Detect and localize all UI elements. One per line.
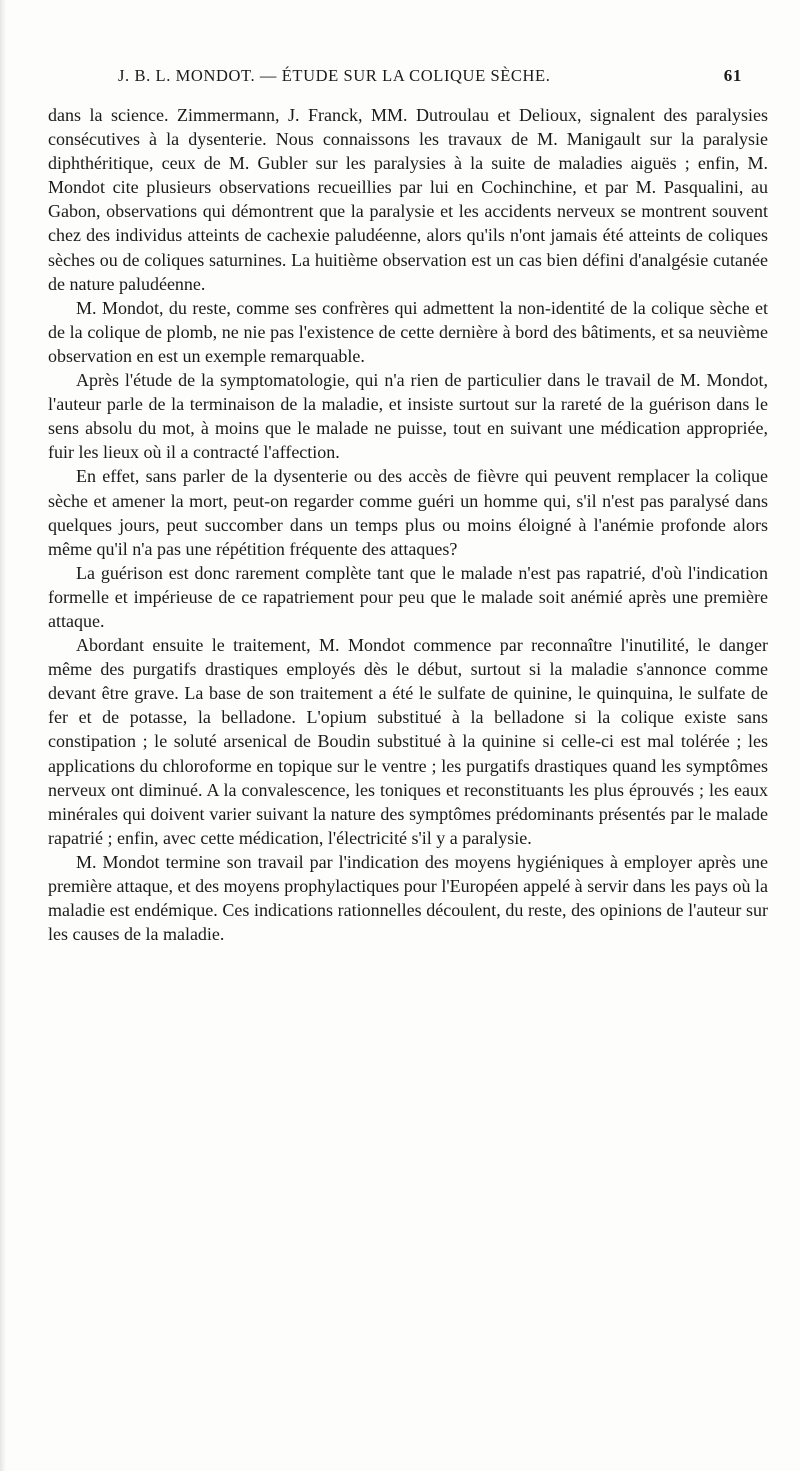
paragraph-7: M. Mondot termine son travail par l'indication des moyens hygiéniques à employer après une première attaque, et des moyens prophylactiques pour l'Européen appelé à servir dans les pays où la maladie est endémique. Ces indications rationnelles découlent, du reste, des opinions de l'auteur sur les causes de la maladie. [48, 851, 768, 945]
paragraph-5: La guérison est donc rarement complète tant que le malade n'est pas rapatrié, d'où l'indication formelle et impérieuse de ce rapatriement pour peu que le malade soit anémié après une première attaque. [48, 562, 768, 631]
paragraph-4: En effet, sans parler de la dysenterie ou des accès de fièvre qui peuvent remplacer la colique sèche et amener la mort, peut-on regarder comme guéri un homme qui, s'il n'est pas paralysé dans quelques jours, peut succomber dans un temps plus ou moins éloigné à l'anémie profonde alors même qu'il n'a pas une répétition fréquente des attaques? [48, 466, 768, 559]
paragraph-6: Abordant ensuite le traitement, M. Mondot commence par reconnaître l'inutilité, le danger même des purgatifs drastiques employés dès le début, surtout si la maladie s'annonce comme devant être grave. La base de son traitement a été le sulfate de quinine, le quinquina, le sulfate de fer et de potasse, la belladone. L'opium substitué à la belladone si la colique existe sans constipation ; le soluté arsenical de Boudin substitué à la quinine si celle-ci est mal tolérée ; les applications du chloroforme en topique sur le ventre ; les purgatifs drastiques quand les symptômes nerveux ont diminué. A la convalescence, les toniques et reconstituants les plus éprouvés ; les eaux minérales qui doivent varier suivant la nature des symptômes prédominants présentés par le malade rapatrié ; enfin, avec cette médication, l'électricité s'il y a paralysie. [48, 635, 768, 848]
page-number: 61 [723, 66, 742, 85]
paragraph-3: Après l'étude de la symptomatologie, qui n'a rien de particulier dans le travail de M. Mondot, l'auteur parle de la terminaison de la maladie, et insiste surtout sur la rareté de la guérison dans le sens absolu du mot, à moins que le malade ne puisse, tout en suivant une médication appropriée, fuir les lieux où il a contracté l'affection. [48, 370, 768, 463]
running-head-title: J. B. L. MONDOT. — ÉTUDE SUR LA COLIQUE SÈCHE. [118, 66, 551, 85]
running-head [118, 66, 742, 88]
page-edge-shadow [0, 0, 6, 1471]
paragraph-2: M. Mondot, du reste, comme ses confrères qui admettent la non-identité de la colique sèche et de la colique de plomb, ne nie pas l'existence de cette dernière à bord des bâtiments, et sa neuvième observation en est un exemple remarquable. [48, 297, 768, 366]
body-text [48, 103, 768, 946]
paragraph-1: dans la science. Zimmermann, J. Franck, MM. Dutroulau et Delioux, signalent des paralysies consécutives à la dysenterie. Nous connaissons les travaux de M. Manigault sur la paralysie diphthéritique, ceux de M. Gubler sur les paralysies à la suite de maladies aiguës ; enfin, M. Mondot cite plusieurs observations recueillies par lui en Cochinchine, et par M. Pasqualini, au Gabon, observations qui démontrent que la paralysie et les accidents nerveux se montrent souvent chez des individus atteints de cachexie paludéenne, alors qu'ils n'ont jamais été atteints de coliques sèches ou de coliques saturnines. La huitième observation est un cas bien défini d'analgésie cutanée de nature paludéenne. [48, 105, 768, 294]
